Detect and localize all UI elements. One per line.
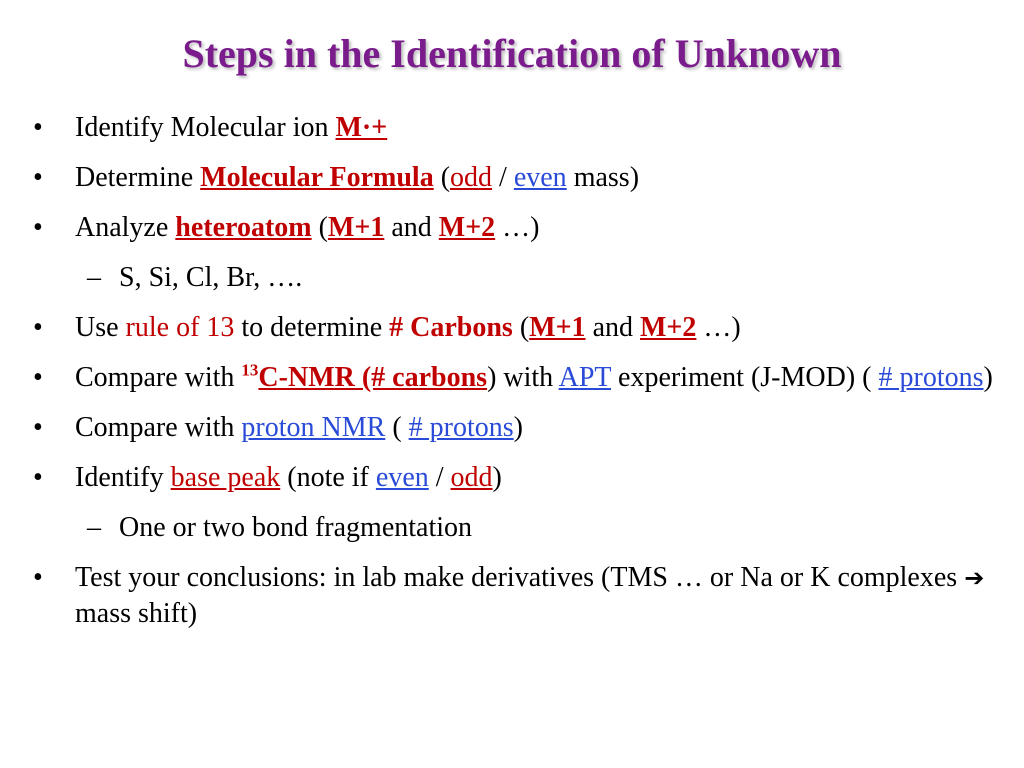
bullet-text: ( xyxy=(433,162,451,193)
bullet-text: / xyxy=(428,462,451,493)
bullet-text: …) xyxy=(696,312,741,343)
bullet-determine-formula xyxy=(0,160,1024,196)
odd-term: odd xyxy=(450,462,493,493)
bullet-marker: • xyxy=(33,162,43,193)
isotope-superscript: 13 xyxy=(241,360,259,380)
bullet-text: ) xyxy=(492,462,502,493)
sub-bullet-text: One or two bond fragmentation xyxy=(119,512,473,543)
m-plus-2-term: M+2 xyxy=(438,212,496,243)
bullet-text: mass) xyxy=(566,162,640,193)
bullet-text: Use xyxy=(75,312,126,343)
bullet-text: and xyxy=(384,212,439,243)
bullet-text: ) xyxy=(983,362,993,393)
slide-title: Steps in the Identification of Unknown xyxy=(182,31,842,76)
m-plus-1-term: M+1 xyxy=(529,312,586,343)
even-term: even xyxy=(375,462,429,493)
bullet-text: experiment (J-MOD) ( xyxy=(611,362,879,393)
bullet-identify-molecular-ion xyxy=(0,110,1024,146)
bullet-text: ) xyxy=(513,412,523,443)
slide-body xyxy=(0,110,1024,646)
bullet-marker: • xyxy=(33,212,43,243)
base-peak-term: base peak xyxy=(170,462,281,493)
m-plus-2-term: M+2 xyxy=(640,312,697,343)
bullet-text: ( xyxy=(512,312,530,343)
bullet-text: ( xyxy=(385,412,409,443)
m-plus-1-term: M+1 xyxy=(327,212,385,243)
bullet-text: Compare with xyxy=(75,362,242,393)
apt-term: APT xyxy=(558,362,612,393)
bullet-marker: • xyxy=(33,412,43,443)
bullet-marker: • xyxy=(33,112,43,143)
bullet-text: and xyxy=(585,312,640,343)
bullet-text: to determine xyxy=(234,312,390,343)
bullet-text: Identify Molecular ion xyxy=(75,112,336,143)
dash-marker: – xyxy=(87,262,101,293)
bullet-identify-base-peak xyxy=(0,460,1024,496)
bullet-text: / xyxy=(492,162,514,193)
bullet-marker: • xyxy=(33,362,43,393)
carbons-term: # Carbons xyxy=(389,312,513,343)
bullet-text: Compare with xyxy=(75,412,242,443)
bullet-rule-of-13 xyxy=(0,310,1024,346)
sub-bullet-elements xyxy=(0,260,1024,296)
bullet-text: Identify xyxy=(75,462,171,493)
dash-marker: – xyxy=(87,512,101,543)
heteroatom-term: heteroatom xyxy=(175,212,312,243)
bullet-text: Analyze xyxy=(75,212,176,243)
bullet-text: (note if xyxy=(280,462,376,493)
bullet-text: Test your conclusions: in lab make derivatives (TMS … or Na or K complexes xyxy=(75,562,965,593)
proton-nmr-term: proton NMR xyxy=(241,412,386,443)
rule-of-13-term: rule of 13 xyxy=(125,312,235,343)
bullet-marker: • xyxy=(33,312,43,343)
bullet-text: ) with xyxy=(487,362,559,393)
bullet-test-conclusions xyxy=(0,560,1024,632)
bullet-text: mass shift) xyxy=(75,598,198,629)
odd-term: odd xyxy=(450,162,493,193)
molecular-formula-term: Molecular Formula xyxy=(200,162,434,193)
bullet-marker: • xyxy=(33,562,43,593)
c-nmr-term: C-NMR (# carbons xyxy=(258,362,488,393)
right-arrow-icon: ➔ xyxy=(964,564,985,592)
bullet-text: Determine xyxy=(75,162,201,193)
even-term: even xyxy=(513,162,567,193)
protons-term: # protons xyxy=(408,412,514,443)
bullet-compare-c-nmr xyxy=(0,360,1024,396)
bullet-text: …) xyxy=(495,212,540,243)
bullet-compare-proton-nmr xyxy=(0,410,1024,446)
bullet-analyze-heteroatom xyxy=(0,210,1024,246)
molecular-ion-symbol: M·+ xyxy=(335,112,388,143)
sub-bullet-fragmentation xyxy=(0,510,1024,546)
protons-term: # protons xyxy=(878,362,984,393)
bullet-marker: • xyxy=(33,462,43,493)
bullet-text: ( xyxy=(311,212,328,243)
sub-bullet-text: S, Si, Cl, Br, …. xyxy=(119,262,303,293)
